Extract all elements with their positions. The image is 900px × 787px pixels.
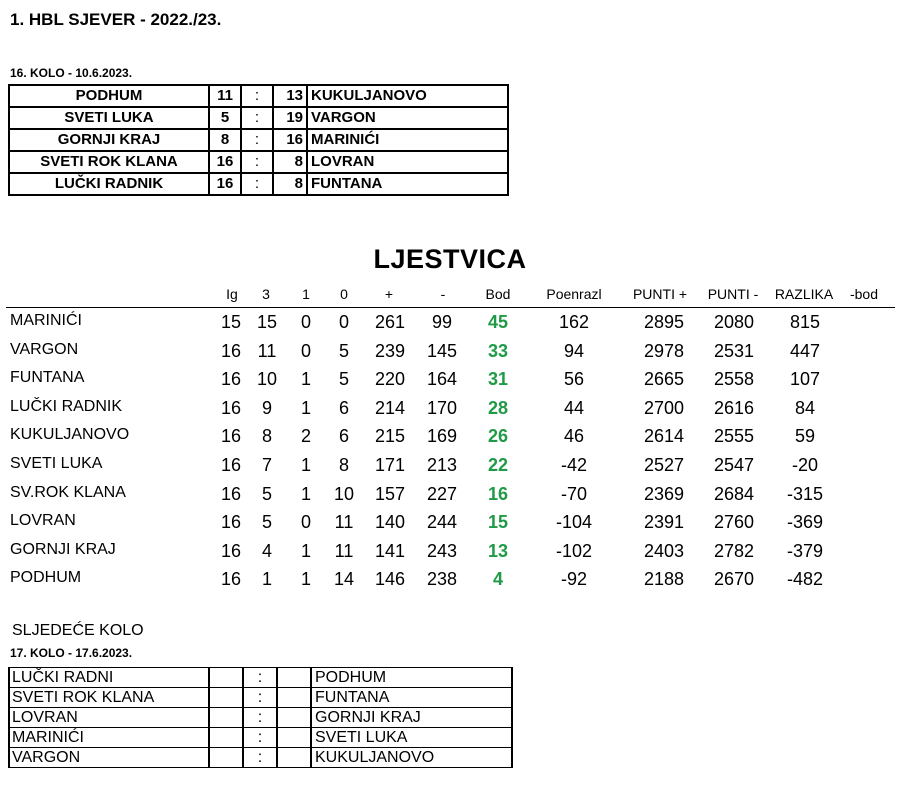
score-separator: : bbox=[243, 708, 277, 728]
cell-0: 14 bbox=[333, 569, 355, 590]
result-row bbox=[9, 129, 508, 151]
cell-1: 1 bbox=[300, 369, 311, 390]
page-title: 1. HBL SJEVER - 2022./23. bbox=[10, 10, 222, 29]
results-table bbox=[8, 84, 509, 196]
points-cell: 33 bbox=[487, 340, 509, 361]
cell-minus: 243 bbox=[426, 540, 458, 561]
cell-1: 2 bbox=[300, 426, 311, 447]
cell-ig: 16 bbox=[220, 340, 242, 361]
team-name: SVETI LUKA bbox=[10, 455, 103, 472]
cell-punti-plus: 2188 bbox=[643, 569, 685, 590]
col-minus: - bbox=[440, 286, 446, 302]
col-3: 3 bbox=[262, 286, 270, 302]
home-score-empty bbox=[209, 708, 243, 728]
away-team: KUKULJANOVO bbox=[307, 85, 508, 107]
next-round-heading: SLJEDEĆE KOLO bbox=[12, 622, 144, 639]
cell-poenrazl: -102 bbox=[555, 540, 593, 561]
cell-ig: 16 bbox=[220, 426, 242, 447]
score-separator: : bbox=[243, 728, 277, 748]
team-name: VARGON bbox=[10, 340, 79, 358]
away-team: FUNTANA bbox=[311, 688, 512, 708]
col-plus: + bbox=[384, 286, 394, 302]
fixture-row bbox=[9, 708, 512, 728]
cell-3: 1 bbox=[261, 569, 272, 590]
home-score: 11 bbox=[209, 85, 241, 107]
cell-punti-plus: 2665 bbox=[643, 369, 685, 390]
standings-row bbox=[0, 369, 900, 397]
cell-0: 5 bbox=[338, 369, 349, 390]
cell-poenrazl: 46 bbox=[563, 426, 585, 447]
standings-row bbox=[0, 341, 900, 369]
home-team: SVETI ROK KLANA bbox=[9, 688, 209, 708]
cell-3: 10 bbox=[256, 369, 278, 390]
cell-plus: 157 bbox=[374, 483, 406, 504]
result-row bbox=[9, 173, 508, 195]
col-poenrazl: Poenrazl bbox=[546, 286, 602, 302]
col-punti-minus: PUNTI - bbox=[707, 286, 759, 302]
cell-punti-plus: 2403 bbox=[643, 540, 685, 561]
score-separator: : bbox=[243, 688, 277, 708]
cell-3: 4 bbox=[261, 540, 272, 561]
team-name: MARINIĆI bbox=[10, 312, 82, 329]
cell-punti-minus: 2684 bbox=[713, 483, 755, 504]
cell-razlika: -369 bbox=[786, 512, 824, 533]
score-separator: : bbox=[241, 151, 273, 173]
cell-poenrazl: 162 bbox=[558, 312, 590, 332]
cell-0: 0 bbox=[338, 312, 349, 332]
cell-razlika: 59 bbox=[794, 426, 816, 447]
cell-ig: 16 bbox=[220, 512, 242, 533]
team-name: LUČKI RADNIK bbox=[10, 397, 123, 415]
cell-plus: 141 bbox=[374, 540, 406, 561]
cell-1: 1 bbox=[300, 483, 311, 504]
cell-3: 11 bbox=[257, 340, 277, 361]
away-team: GORNJI KRAJ bbox=[311, 708, 512, 728]
cell-punti-minus: 2616 bbox=[713, 397, 755, 418]
cell-minus: 213 bbox=[426, 455, 458, 475]
cell-punti-plus: 2700 bbox=[643, 397, 685, 418]
team-name: LOVRAN bbox=[10, 512, 76, 530]
cell-poenrazl: -104 bbox=[555, 512, 593, 533]
away-score-empty bbox=[277, 708, 311, 728]
col-minus-bod: -bod bbox=[849, 286, 879, 302]
cell-plus: 239 bbox=[374, 340, 406, 361]
col-razlika: RAZLIKA bbox=[774, 286, 834, 302]
score-separator: : bbox=[243, 668, 277, 688]
away-score: 16 bbox=[273, 129, 307, 151]
col-1: 1 bbox=[302, 286, 310, 302]
cell-ig: 15 bbox=[220, 312, 242, 332]
col-punti-plus: PUNTI + bbox=[632, 286, 688, 302]
home-team: VARGON bbox=[9, 748, 209, 768]
home-team: LOVRAN bbox=[9, 708, 209, 728]
cell-minus: 170 bbox=[426, 397, 458, 418]
cell-punti-plus: 2614 bbox=[643, 426, 685, 447]
cell-0: 6 bbox=[338, 397, 349, 418]
cell-0: 11 bbox=[334, 540, 354, 561]
cell-3: 5 bbox=[261, 483, 272, 504]
home-score: 16 bbox=[209, 173, 241, 195]
standings-row bbox=[0, 398, 900, 426]
cell-minus: 99 bbox=[431, 312, 453, 332]
cell-punti-plus: 2369 bbox=[643, 483, 685, 504]
points-cell: 15 bbox=[487, 512, 509, 533]
cell-punti-minus: 2782 bbox=[713, 540, 755, 561]
cell-punti-minus: 2760 bbox=[713, 512, 755, 533]
home-score: 5 bbox=[209, 107, 241, 129]
standings-header bbox=[0, 286, 900, 306]
cell-punti-minus: 2080 bbox=[713, 312, 755, 332]
team-name: GORNJI KRAJ bbox=[10, 540, 116, 558]
points-cell: 13 bbox=[487, 540, 509, 561]
home-team: SVETI LUKA bbox=[9, 107, 209, 129]
cell-1: 0 bbox=[300, 312, 311, 332]
away-team: MARINIĆI bbox=[307, 129, 508, 151]
cell-poenrazl: 94 bbox=[563, 340, 585, 361]
cell-razlika: 107 bbox=[789, 369, 821, 390]
cell-razlika: -379 bbox=[786, 540, 824, 561]
home-team: PODHUM bbox=[9, 85, 209, 107]
points-cell: 4 bbox=[492, 569, 503, 590]
header-rule bbox=[6, 307, 895, 308]
home-score-empty bbox=[209, 688, 243, 708]
away-score: 19 bbox=[273, 107, 307, 129]
team-name: SV.ROK KLANA bbox=[10, 483, 126, 501]
cell-1: 1 bbox=[300, 455, 311, 475]
cell-razlika: -20 bbox=[791, 455, 818, 475]
score-separator: : bbox=[241, 107, 273, 129]
score-separator: : bbox=[241, 173, 273, 195]
home-score-empty bbox=[209, 668, 243, 688]
cell-poenrazl: 44 bbox=[563, 397, 585, 418]
cell-0: 6 bbox=[338, 426, 349, 447]
away-score-empty bbox=[277, 748, 311, 768]
standings-row bbox=[0, 512, 900, 540]
fixture-row bbox=[9, 668, 512, 688]
home-score-empty bbox=[209, 728, 243, 748]
standings-row bbox=[0, 541, 900, 569]
away-team: FUNTANA bbox=[307, 173, 508, 195]
result-row bbox=[9, 107, 508, 129]
cell-punti-minus: 2558 bbox=[713, 369, 755, 390]
points-cell: 45 bbox=[487, 312, 509, 332]
away-score-empty bbox=[277, 668, 311, 688]
cell-ig: 16 bbox=[220, 455, 242, 475]
score-separator: : bbox=[241, 129, 273, 151]
cell-minus: 169 bbox=[426, 426, 458, 447]
standings-row bbox=[0, 569, 900, 597]
cell-1: 0 bbox=[300, 512, 311, 533]
standings-row bbox=[0, 312, 900, 340]
cell-1: 1 bbox=[300, 397, 311, 418]
points-cell: 22 bbox=[487, 455, 509, 475]
cell-punti-minus: 2670 bbox=[713, 569, 755, 590]
cell-punti-plus: 2527 bbox=[643, 455, 685, 475]
next-round-label: 17. KOLO - 17.6.2023. bbox=[10, 646, 133, 660]
cell-poenrazl: 56 bbox=[563, 369, 585, 390]
fixtures-table bbox=[8, 667, 513, 768]
fixture-row bbox=[9, 748, 512, 768]
points-cell: 26 bbox=[487, 426, 509, 447]
cell-3: 7 bbox=[261, 455, 272, 475]
cell-0: 11 bbox=[334, 512, 354, 533]
cell-poenrazl: -70 bbox=[560, 483, 587, 504]
cell-0: 5 bbox=[338, 340, 349, 361]
score-separator: : bbox=[243, 748, 277, 768]
cell-poenrazl: -42 bbox=[560, 455, 587, 475]
cell-3: 8 bbox=[261, 426, 272, 447]
cell-ig: 16 bbox=[220, 483, 242, 504]
cell-1: 1 bbox=[300, 569, 311, 590]
points-cell: 16 bbox=[487, 483, 509, 504]
away-score: 8 bbox=[273, 151, 307, 173]
away-team: SVETI LUKA bbox=[311, 728, 512, 748]
cell-plus: 215 bbox=[374, 426, 406, 447]
away-score-empty bbox=[277, 728, 311, 748]
cell-minus: 164 bbox=[426, 369, 458, 390]
cell-plus: 140 bbox=[374, 512, 406, 533]
cell-3: 9 bbox=[261, 397, 272, 418]
cell-razlika: 84 bbox=[794, 397, 816, 418]
cell-punti-plus: 2895 bbox=[643, 312, 685, 332]
col-bod: Bod bbox=[485, 286, 511, 302]
cell-0: 10 bbox=[333, 483, 355, 504]
fixture-row bbox=[9, 688, 512, 708]
team-name: PODHUM bbox=[10, 569, 82, 587]
home-team: LUČKI RADNI bbox=[9, 668, 209, 688]
home-score: 16 bbox=[209, 151, 241, 173]
cell-1: 0 bbox=[300, 340, 311, 361]
home-team: GORNJI KRAJ bbox=[9, 129, 209, 151]
cell-minus: 227 bbox=[426, 483, 458, 504]
standings-title: LJESTVICA bbox=[373, 244, 527, 274]
result-row bbox=[9, 85, 508, 107]
home-team: LUČKI RADNIK bbox=[9, 173, 209, 195]
cell-punti-minus: 2547 bbox=[713, 455, 755, 475]
cell-plus: 220 bbox=[374, 369, 406, 390]
home-team: MARINIĆI bbox=[9, 728, 209, 748]
away-score-empty bbox=[277, 688, 311, 708]
cell-ig: 16 bbox=[220, 540, 242, 561]
team-name: FUNTANA bbox=[10, 369, 85, 387]
standings-row bbox=[0, 426, 900, 454]
col-ig: Ig bbox=[226, 286, 238, 302]
cell-plus: 214 bbox=[374, 397, 406, 418]
points-cell: 31 bbox=[487, 369, 509, 390]
cell-ig: 16 bbox=[220, 569, 242, 590]
cell-punti-minus: 2555 bbox=[713, 426, 755, 447]
standings-row bbox=[0, 455, 900, 483]
result-row bbox=[9, 151, 508, 173]
home-score-empty bbox=[209, 748, 243, 768]
cell-minus: 145 bbox=[426, 340, 458, 361]
home-score: 8 bbox=[209, 129, 241, 151]
score-separator: : bbox=[241, 85, 273, 107]
cell-punti-minus: 2531 bbox=[713, 340, 755, 361]
points-cell: 28 bbox=[487, 397, 509, 418]
away-team: LOVRAN bbox=[307, 151, 508, 173]
round-label: 16. KOLO - 10.6.2023. bbox=[10, 66, 133, 80]
cell-razlika: 447 bbox=[789, 340, 821, 361]
cell-razlika: 815 bbox=[789, 312, 821, 332]
cell-punti-plus: 2391 bbox=[643, 512, 685, 533]
cell-3: 15 bbox=[256, 312, 278, 332]
cell-plus: 146 bbox=[374, 569, 406, 590]
away-team: VARGON bbox=[307, 107, 508, 129]
away-team: KUKULJANOVO bbox=[311, 748, 512, 768]
cell-ig: 16 bbox=[220, 369, 242, 390]
cell-plus: 171 bbox=[374, 455, 406, 475]
cell-minus: 244 bbox=[426, 512, 458, 533]
cell-3: 5 bbox=[261, 512, 272, 533]
away-score: 13 bbox=[273, 85, 307, 107]
cell-razlika: -315 bbox=[786, 483, 824, 504]
col-0: 0 bbox=[340, 286, 348, 302]
team-name: KUKULJANOVO bbox=[10, 426, 130, 444]
cell-0: 8 bbox=[338, 455, 349, 475]
away-team: PODHUM bbox=[311, 668, 512, 688]
cell-plus: 261 bbox=[374, 312, 406, 332]
fixture-row bbox=[9, 728, 512, 748]
cell-poenrazl: -92 bbox=[560, 569, 587, 590]
cell-1: 1 bbox=[300, 540, 311, 561]
cell-razlika: -482 bbox=[786, 569, 824, 590]
home-team: SVETI ROK KLANA bbox=[9, 151, 209, 173]
cell-ig: 16 bbox=[220, 397, 242, 418]
standings-row bbox=[0, 484, 900, 512]
cell-punti-plus: 2978 bbox=[643, 340, 685, 361]
cell-minus: 238 bbox=[426, 569, 458, 590]
away-score: 8 bbox=[273, 173, 307, 195]
